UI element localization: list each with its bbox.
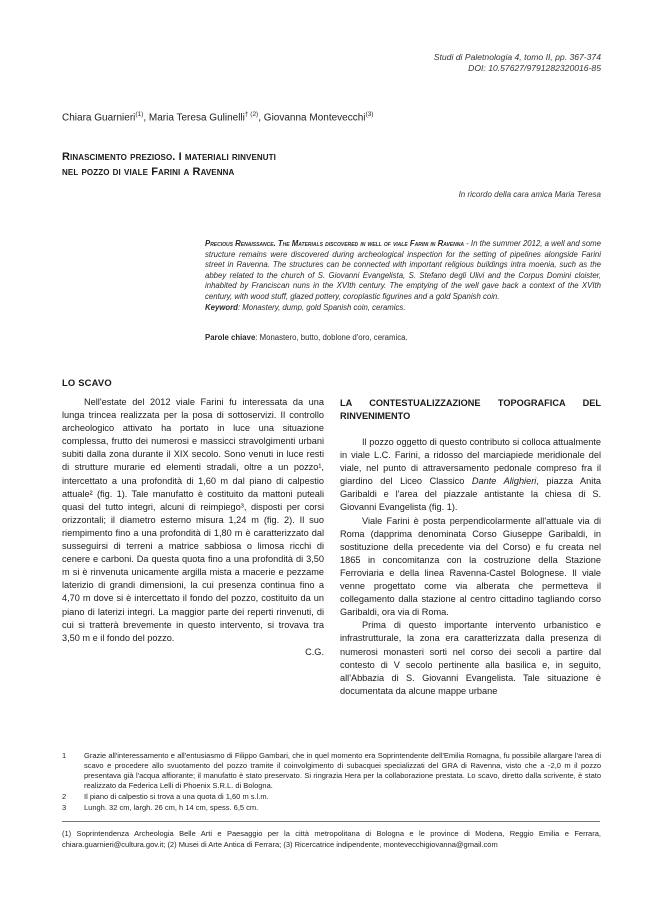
journal-header: [434, 52, 601, 74]
author-affiliation-mark: (3): [365, 111, 374, 118]
left-column: [62, 396, 324, 659]
body-paragraph: [340, 436, 601, 515]
author-name: Maria Teresa Gulinelli: [148, 112, 245, 124]
title-line: Rinascimento prezioso. I materiali rinvenuti: [62, 151, 276, 163]
parole-chiave: [205, 333, 601, 343]
footnote-number: 1: [62, 751, 67, 760]
doi: DOI: 10.57627/9791282320016-85: [468, 63, 601, 73]
body-paragraph: Nell'estate del 2012 viale Farini fu interessata da una lunga trincea realizzata per la posa di sottoservizi. Il controllo archeologico attivato ha portato in luce una situazione complessa, frutto dei numerosi e massicci stravolgimenti urbani subiti dalla zona durante il XIX secolo. Sono venuti in luce resti di strutture murarie ed elementi stradali, oltre a un pozzo¹, intercettato a una profondità di 1,60 m dal piano di calpestio attuale² (fig. 1). Tale manufatto è costituito da mattoni puteali quasi del tutto integri, alcuni di reimpiego³, disposti per corsi orizzontali; il diametro esterno misura 1,24 m (fig. 2). Il suo riempimento fino a una profondità di 1,80 m è caratterizzato dal susseguirsi di terreni a matrice sabbiosa o limosa ricchi di cenere e carboni. Da questa quota fino a una profondità di 3,50 m si è rinvenuta unicamente argilla mista a macerie e pezzame laterizio di grandi dimensioni, la cui presenza continua fino a 4,70 m dove si è intercettato il fondo del pozzo, costituito da un piano di laterizi integri. La maggior parte dei reperti rinvenuti, di cui si tratterà brevemente in questo intervento, si trovava tra 3,50 m e il fondo del pozzo.: [62, 397, 324, 643]
author-affiliation-mark: † (2): [244, 111, 259, 118]
parole-chiave-list: : Monastero, butto, doblone d'oro, ceramica.: [255, 333, 408, 342]
author-separator: ,: [143, 112, 149, 124]
footnote-number: 3: [62, 803, 67, 812]
subsection-heading: LA CONTESTUALIZZAZIONE TOPOGRAFICA DEL RINVENIMENTO: [340, 398, 601, 421]
text-run: , piazza Anita Garibaldi e l'area del piazzale antistante la chiesa di S. Giovanni Evangelista (fig. 1).: [340, 476, 601, 513]
footnote-number: 2: [62, 792, 67, 801]
right-column: [340, 397, 601, 698]
parole-chiave-label: Parole chiave: [205, 333, 256, 342]
footnote: [62, 803, 601, 813]
affiliations: (1) Soprintendenza Archeologia Belle Arti e Paesaggio per la città metropolitana di Bologna e le province di Modena, Reggio Emilia e Ferrara, chiara.guarnieri@cultura.gov.it; (2) Musei di Arte Antica di Ferrara; (3) Ricercatrice indipendente, montevecchigiovanna@gmail.com: [62, 829, 601, 849]
abstract: [205, 239, 601, 313]
abstract-title: Precious Renaissance. The Materials discovered in well of viale Farini in Ravenna: [205, 239, 464, 248]
footnote: [62, 792, 601, 802]
abstract-text: - In the summer 2012, a well and some structure remains were discovered during archeological inspection for the setting of pipelines alongside Farini street in Ravenna. The structures can be connected with important religious buildings intra moenia, such as the abbey related to the church of S. Giovanni Evangelista, S. Stefano degli Ulivi and the Corpus Domini cloister, inhabited by Franciscan nuns in the XVIth century. The emptying of the well gave back a context of the XVIth century, with wood stuff, glazed pottery, coroplastic figurines and a gold Spanish coin.: [205, 239, 601, 301]
section-heading: LO SCAVO: [62, 377, 112, 388]
footer-divider: [62, 821, 600, 822]
body-paragraph: Viale Farini è posta perpendicolarmente all'attuale via di Roma (dapprima denominata Corso Giuseppe Garibaldi, in sostituzione della precedente via del Corso) e fu creata nel 1865 in concomitanza con la costruzione della Stazione Ferroviaria e della linea Ravenna-Castel Bolognese. Il viale venne progettato come via alberata che permetteva il collegamento dalla stazione al centro cittadino tagliando corso Garibaldi, ora via di Roma.: [340, 515, 601, 618]
text-run: Il pozzo oggetto di questo contributo si colloca attualmente in viale L.C. Farini, a ridosso del marciapiede meridionale del viale, nel punto di attraversamento pedonale compreso fra il giardino del Liceo Classico: [340, 437, 601, 487]
body-paragraph: Prima di questo importante intervento urbanistico e infrastrutturale, la zona era caratterizzata dalla presenza di numerosi monasteri sorti nel corso dei secoli a partire dal contesto di V secolo pertinente alla basilica e, in seguito, all'Abbazia di S. Giovanni Evangelista. Tale situazione è documentata da alcune mappe urbane: [340, 620, 601, 696]
footnote-text: Lungh. 32 cm, largh. 26 cm, h 14 cm, spess. 6,5 cm.: [84, 803, 259, 812]
footnote-text: Il piano di calpestio si trova a una quota di 1,60 m s.l.m.: [84, 792, 269, 801]
author-affiliation-mark: (1): [135, 111, 144, 118]
author-name: Chiara Guarnieri: [62, 112, 136, 124]
author-list: [62, 111, 373, 123]
author-separator: ,: [258, 112, 264, 124]
keyword-list: : Monastery, dump, gold Spanish coin, ceramics.: [237, 302, 406, 312]
journal-citation: Studi di Paletnologia 4, tomo II, pp. 367-374: [433, 52, 601, 62]
footnote-text: Grazie all'interessamento e all'entusiasmo di Filippo Gambari, che in quel momento era Soprintendente dell'Emilia Romagna, fu possibile allargare l'area di scavo e procedere allo svuotamento del pozzo tramite il coinvolgimento di subacquei specializzati del GRA di Ravenna, visto che a -2,0 m il pozzo presentava già l'acqua affiorante; il manufatto è stato preservato. Si ringrazia Hera per la collaborazione prestata. Lo scavo, diretto dalla scrivente, è stato realizzato da Federica Lelli di Phoenix S.R.L. di Bologna.: [84, 751, 601, 790]
author-name: Giovanna Montevecchi: [263, 112, 366, 124]
title-line: nel pozzo di viale Farini a Ravenna: [62, 166, 235, 178]
dedication: In ricordo della cara amica Maria Teresa: [458, 190, 601, 199]
paper-title: [62, 150, 276, 180]
keyword-label: Keyword: [205, 302, 238, 312]
italic-text: Dante Alighieri: [471, 476, 537, 487]
footnote: [62, 751, 601, 791]
author-signature: C.G.: [305, 646, 324, 657]
